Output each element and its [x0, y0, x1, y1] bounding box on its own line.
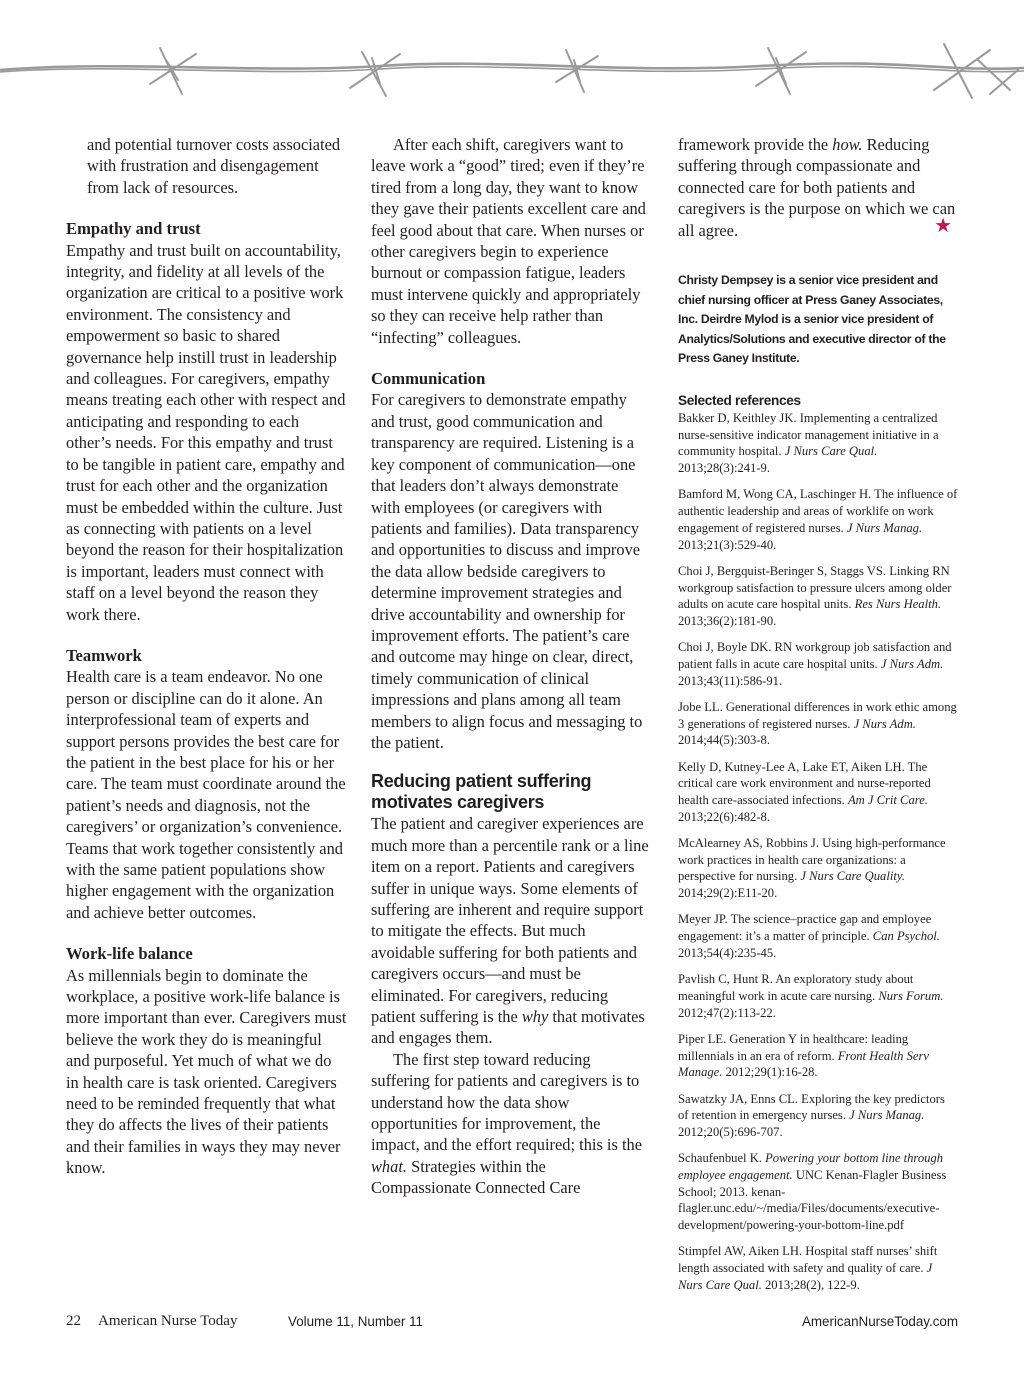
- column-1: [66, 134, 348, 1179]
- reference-journal: Powering your bottom line through employee engagement.: [678, 1151, 944, 1182]
- reference-journal: Res Nurs Health.: [854, 597, 942, 612]
- reference-citation: 2013;21(3):529-40.: [678, 537, 777, 552]
- reference-journal: J Nurs Care Qual.: [784, 444, 878, 459]
- reference-item: [678, 486, 958, 553]
- reference-text: Bamford M, Wong CA, Laschinger H. The influence of authentic leadership and areas of worklife on work engagement of registered nurses.: [678, 487, 958, 535]
- emphasis-why: why: [521, 1007, 549, 1027]
- paragraph-communication: For caregivers to demonstrate empathy and trust, good communication and transparency are required. Listening is a key component of communication—one that leaders don’t always demonstrate with employees (or caregivers with patients and families). Data transparency and opportunities to discuss and improve the data allow bedside caregivers to determine improvement strategies and drive accountability and ownership for improvement efforts. The patient’s care and outcome may hinge on clear, direct, timely communication of clinical impressions and plans among all team members to align focus and messaging to the patient.: [371, 390, 643, 752]
- reference-item: [678, 1091, 958, 1141]
- emphasis-how: how.: [832, 135, 863, 154]
- reference-text: Sawatzky JA, Enns CL. Exploring the key predictors of retention in emergency nurses.: [678, 1091, 945, 1123]
- issue-volume: Volume 11, Number 11: [288, 1314, 423, 1329]
- reference-journal: J Nurs Manag.: [849, 1108, 925, 1123]
- heading-teamwork: Teamwork: [66, 645, 142, 665]
- reference-citation: 2013;36(2):181-90.: [678, 613, 777, 628]
- reference-text: McAlearney AS, Robbins J. Using high-performance work practices in health care organizations: a perspective for nursing.: [678, 836, 946, 884]
- reference-item: [678, 759, 958, 826]
- reference-citation: 2013;22(6):482-8.: [678, 809, 770, 824]
- reference-citation: 2014;44(5):303-8.: [678, 733, 770, 748]
- text-run: that motivates and engages them.: [371, 1007, 645, 1048]
- paragraph-work-life-balance: As millennials begin to dominate the workplace, a positive work-life balance is more important than ever. Caregivers must believe the work they do is meaningful and purposeful. Yet much of what we do in health care is task oriented. Caregivers need to be reminded frequently that what they do affects the lives of their patients and their families in ways they may never know.: [66, 965, 347, 1178]
- reference-text: Schaufenbuel K.: [678, 1151, 766, 1166]
- column-3: [678, 134, 958, 1303]
- reference-journal: Am J Crit Care.: [847, 793, 928, 808]
- reference-citation: 2014;29(2):E11-20.: [678, 886, 778, 901]
- reference-citation: 2012;20(5):696-707.: [678, 1124, 783, 1139]
- reference-item: [678, 1031, 958, 1081]
- text-run: Reducing suffering through compassionate and connected care for both patients and caregivers is the purpose on which we can all agree.: [678, 135, 956, 240]
- reference-item: [678, 911, 958, 961]
- paragraph-after-shift: After each shift, caregivers want to leave work a “good” tired; even if they’re tired from a long day, they want to know they gave their patients excellent care and feel good about that care. When nurses or other caregivers begin to experience burnout or compassion fatigue, leaders must intervene quickly and appropriately so they can receive help rather than “infecting” colleagues.: [371, 135, 646, 347]
- reference-journal: J Nurs Adm.: [853, 716, 916, 731]
- reference-citation: 2013;28(3):241-9.: [678, 461, 770, 476]
- heading-empathy-and-trust: Empathy and trust: [66, 219, 201, 239]
- reference-citation: 2012;29(1):16-28.: [722, 1065, 818, 1080]
- references-heading: Selected references: [678, 393, 801, 408]
- reference-citation: 2013;43(11):586-91.: [678, 673, 783, 688]
- reference-item: [678, 410, 958, 477]
- reference-item: [678, 1150, 958, 1234]
- reference-text: Choi J, Bergquist-Beringer S, Staggs VS. Linking RN workgroup satisfaction to pressure ulcers among older adults on acute care hospital units.: [678, 563, 952, 612]
- emphasis-what: what.: [371, 1156, 407, 1176]
- reference-journal: J Nurs Care Quality.: [800, 869, 905, 884]
- text-run: The patient and caregiver experiences are much more than a percentile rank or a line item on a report. Patients and caregivers suffer in unique ways. Some elements of suffering are inherent and require support to mitigate the effects. But much avoidable suffering for both patients and caregivers occurs—and must be eliminated. For caregivers, reducing patient suffering is the: [371, 814, 649, 1027]
- reference-journal: J Nurs Manag.: [846, 520, 923, 535]
- text-run: The first step toward reducing suffering for patients and caregivers is to understand how the data show opportunities for improvement, the impact, and the effort required; this is the: [371, 1049, 642, 1155]
- reference-item: [678, 699, 958, 749]
- text-run: Strategies within the Compassionate Connected Care: [371, 1156, 581, 1198]
- author-bio-text: Christy Dempsey is a senior vice president and chief nursing officer at Press Ganey Associates, Inc. Deirdre Mylod is a senior vice president of Analytics/Solutions and executive director of the Press Ganey Institute.: [678, 273, 946, 366]
- paragraph-empathy: Empathy and trust built on accountability, integrity, and fidelity at all levels of the organization are critical to a positive work environment. The consistency and empowerment so basic to shared governance help instill trust in leadership and colleagues. For caregivers, empathy means treating each other with respect and anticipating and responding to each other’s needs. For this empathy and trust to be tangible in patient care, empathy and trust for each other and the organization must be embedded within the culture. Just as connecting with patients on a level beyond the reason for their hospitalization is important, leaders must connect with staff on a level beyond the reason they work there.: [66, 240, 346, 624]
- reference-text: Kelly D, Kutney-Lee A, Lake ET, Aiken LH. The critical care work environment and nurse-reported health care-associated infections.: [678, 759, 931, 808]
- reference-text: Piper LE. Generation Y in healthcare: leading millennials in an era of reform.: [678, 1031, 909, 1063]
- reference-text: Jobe LL. Generational differences in work ethic among 3 generations of registered nurses.: [678, 699, 957, 731]
- paragraph-reducing-suffering: [371, 813, 650, 1048]
- reference-text: Stimpfel AW, Aiken LH. Hospital staff nurses’ shift length associated with safety and quality of care.: [678, 1244, 938, 1276]
- column-2: [371, 134, 650, 1199]
- reference-text: Meyer JP. The science–practice gap and employee engagement: it’s a matter of principle.: [678, 912, 932, 944]
- end-of-article-star-icon: ★: [934, 215, 952, 237]
- text-run: framework provide the: [678, 135, 833, 154]
- references-list: [678, 410, 958, 1293]
- reference-item: [678, 835, 958, 902]
- reference-citation: 2012;47(2):113-22.: [678, 1005, 776, 1020]
- paragraph-continued: and potential turnover costs associated with frustration and disengagement from lack of resources.: [87, 135, 341, 197]
- reference-journal: J Nurs Adm.: [880, 656, 944, 671]
- reference-text: Bakker D, Keithley JK. Implementing a centralized nurse-sensitive indicator management initiative in a community hospital.: [678, 411, 939, 459]
- paragraph-teamwork: Health care is a team endeavor. No one person or discipline can do it alone. An interprofessional team of experts and support persons provides the best care for the patient in the best place for his or her care. The team must coordinate around the patient’s needs and diagnosis, not the caregivers’ or organization’s convenience. Teams that work together consistently and with the same patient populations show higher engagement with the organization and achieve better outcomes.: [66, 667, 346, 922]
- reference-journal: Can Psychol.: [872, 929, 940, 944]
- author-bio: [678, 271, 958, 369]
- reference-text: Choi J, Boyle DK. RN workgroup job satisfaction and patient falls in acute care hospital units.: [678, 640, 952, 671]
- heading-work-life-balance: Work-life balance: [66, 944, 193, 964]
- reference-item: [678, 639, 958, 689]
- reference-journal: Nurs Forum.: [878, 988, 944, 1003]
- reference-text: Pavlish C, Hunt R. An exploratory study about meaningful work in acute care nursing.: [678, 972, 914, 1003]
- barbed-wire-decoration: [0, 30, 1024, 110]
- page-footer: [0, 1313, 1024, 1335]
- reference-journal: Front Health Serv Manage.: [678, 1048, 929, 1080]
- page-number: 22: [66, 1313, 81, 1329]
- reference-citation: 2013;54(4):235-45.: [678, 945, 777, 960]
- reference-item: [678, 971, 958, 1021]
- reference-journal: J Nurs Care Qual.: [678, 1261, 933, 1292]
- website-link[interactable]: AmericanNurseToday.com: [801, 1314, 958, 1329]
- magazine-name: American Nurse Today: [98, 1313, 238, 1329]
- reference-item: [678, 1243, 958, 1293]
- reference-item: [678, 563, 958, 630]
- paragraph-first-step: [371, 1049, 650, 1199]
- heading-communication: Communication: [371, 369, 486, 389]
- reference-citation: UNC Kenan-Flagler Business School; 2013. kenan-flagler.unc.edu/~/media/Files/documents/executive-development/powering-your-bottom-line.pdf: [678, 1167, 947, 1233]
- heading-reducing-patient-suffering: Reducing patient suffering motivates caregivers: [371, 771, 592, 813]
- reference-citation: 2013;28(2), 122-9.: [761, 1277, 860, 1292]
- paragraph-framework: [678, 134, 958, 241]
